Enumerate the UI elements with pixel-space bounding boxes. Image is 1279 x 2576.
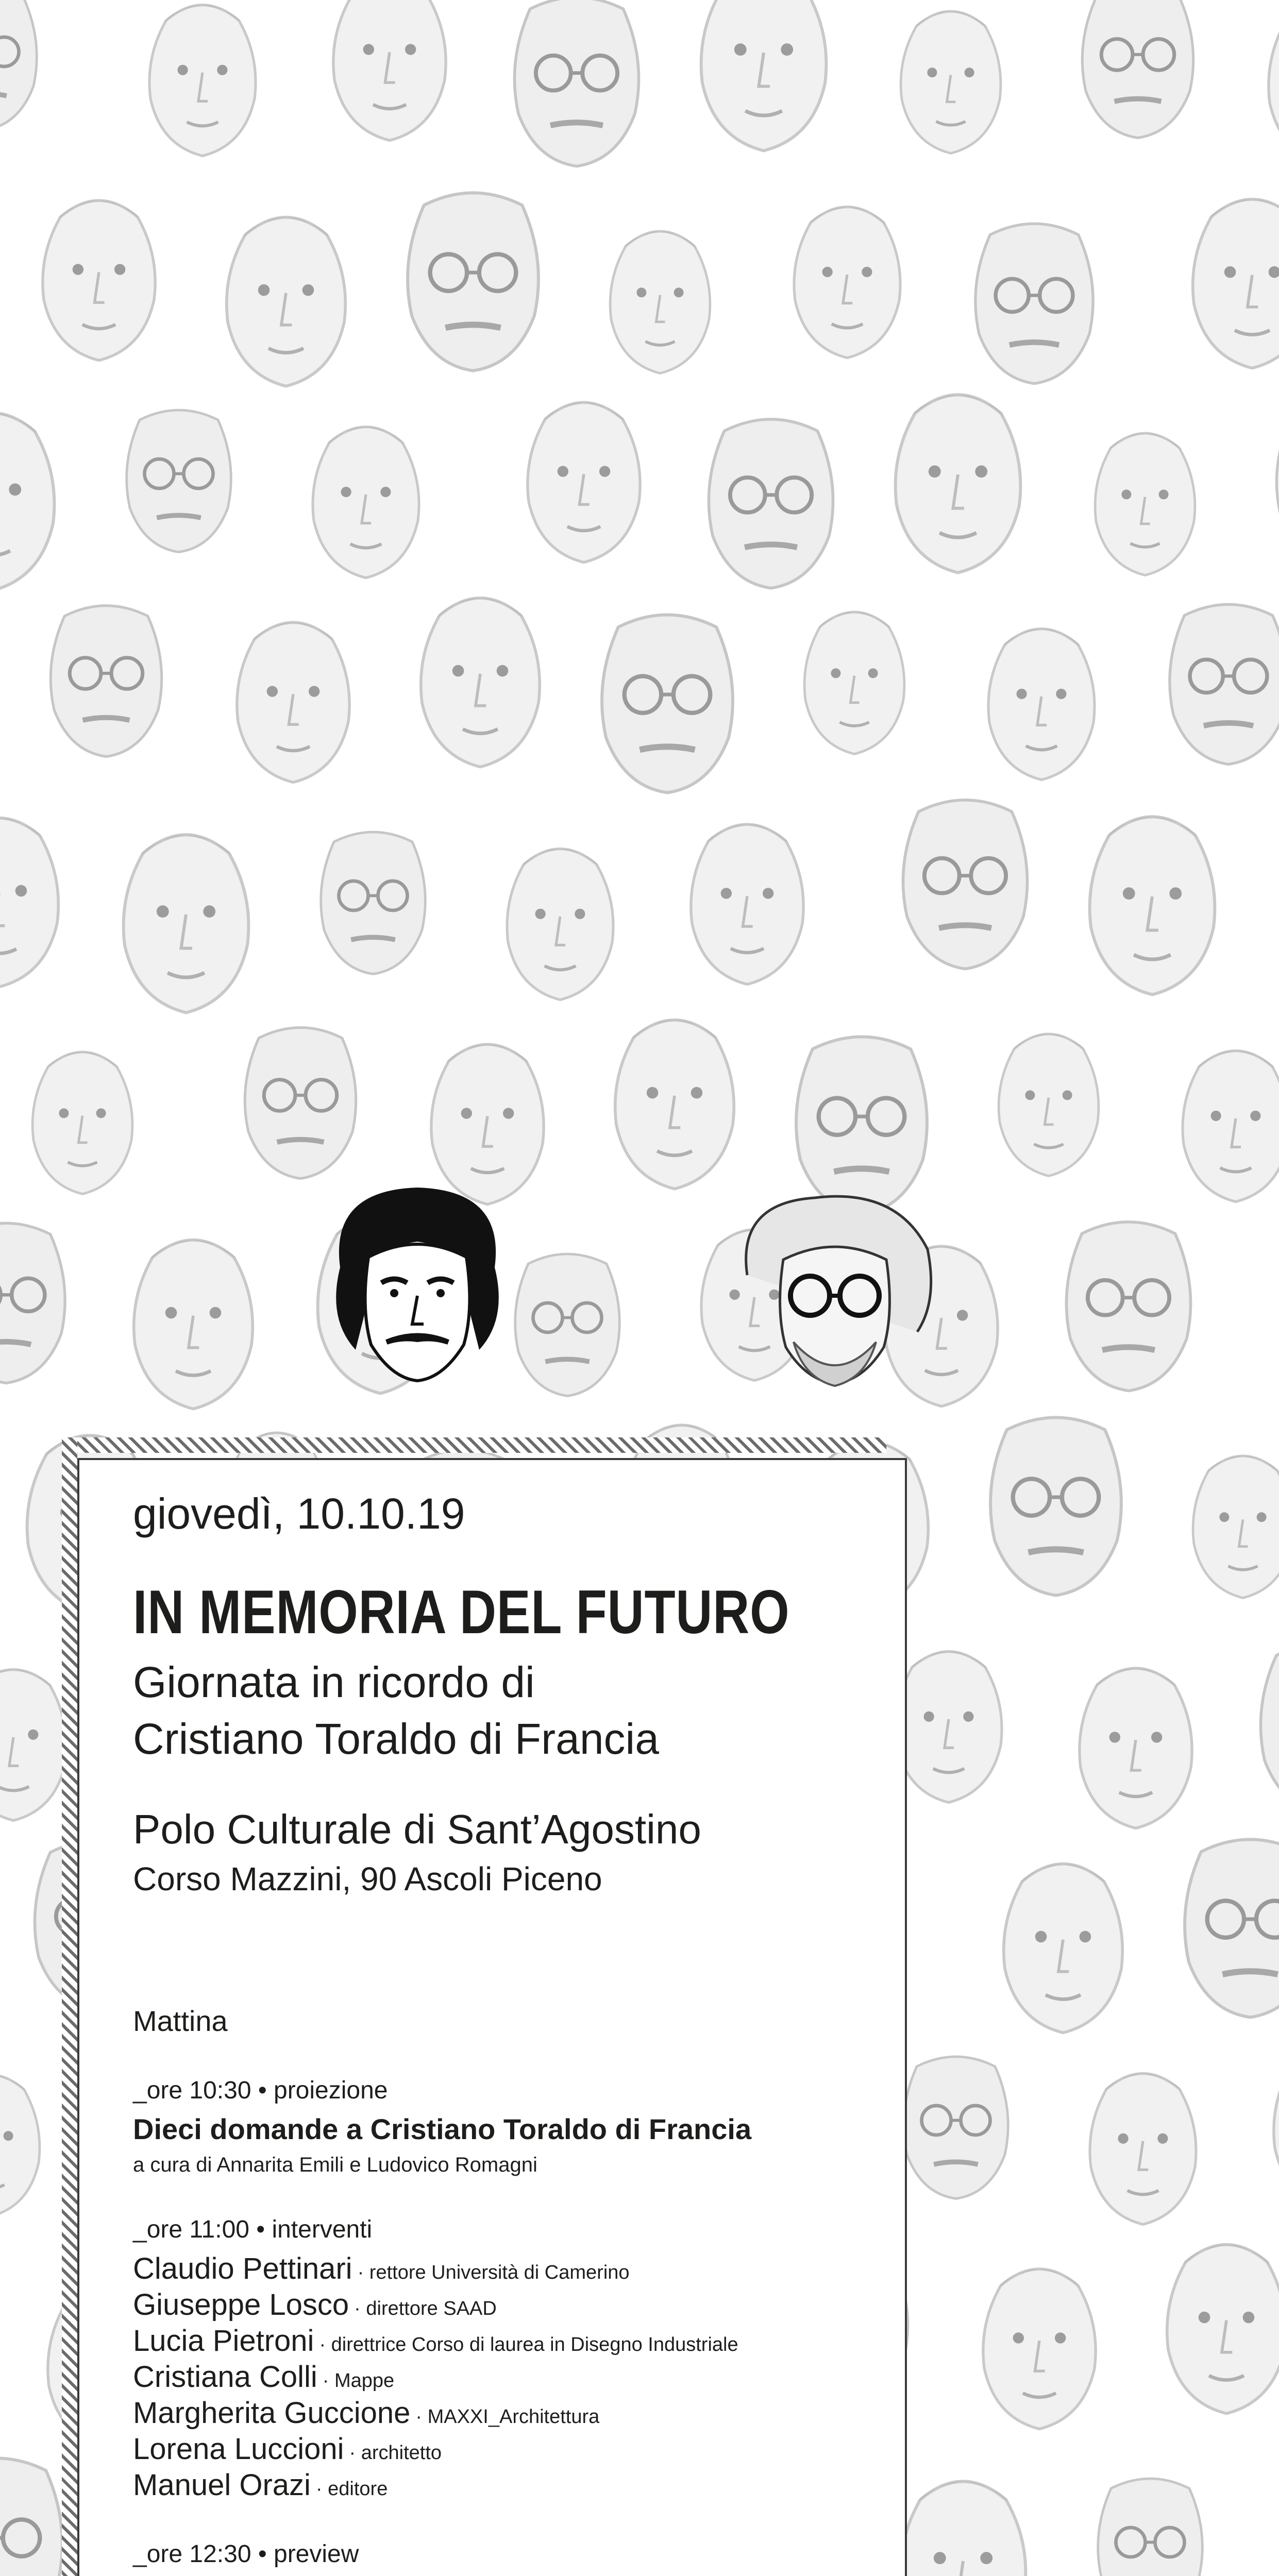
face-illustration xyxy=(796,1037,927,1214)
panel-hatch-left xyxy=(62,1437,77,2576)
face-illustration xyxy=(43,200,155,360)
face-illustration xyxy=(1260,1644,1279,1813)
face-illustration xyxy=(127,410,231,552)
slot-1100-time: _ore 11:00 • interventi xyxy=(133,2216,373,2243)
face-illustration xyxy=(1090,2074,1196,2225)
face-illustration xyxy=(975,224,1093,383)
face-illustration xyxy=(901,11,1001,154)
face-illustration xyxy=(507,849,613,1000)
speaker-role: · Mappe xyxy=(322,2370,395,2392)
venue-name: Polo Culturale di Sant’Agostino xyxy=(133,1806,701,1852)
face-illustration xyxy=(0,2075,40,2217)
face-illustration xyxy=(124,835,249,1012)
portrait-illustration-left xyxy=(319,1185,515,1391)
speaker-row xyxy=(133,2251,630,2286)
face-illustration xyxy=(51,606,161,757)
face-illustration xyxy=(1167,2245,1279,2414)
face-illustration xyxy=(1274,2049,1279,2209)
slot-1030-time: _ore 10:30 • proiezione xyxy=(133,2077,388,2104)
face-illustration xyxy=(901,2481,1026,2576)
face-illustration xyxy=(245,1028,356,1179)
face-illustration xyxy=(1095,433,1195,575)
speaker-role: · direttore SAAD xyxy=(354,2298,497,2319)
face-illustration xyxy=(709,419,833,588)
face-illustration xyxy=(1193,1456,1279,1598)
speaker-role: · editore xyxy=(315,2478,388,2500)
face-illustration xyxy=(134,1240,253,1409)
face-illustration xyxy=(514,0,638,166)
face-illustration xyxy=(32,1052,132,1194)
portrait-illustration-right xyxy=(721,1190,948,1391)
speaker-name: Manuel Orazi xyxy=(133,2468,311,2502)
face-illustration xyxy=(904,2057,1008,2199)
speaker-row xyxy=(133,2360,394,2394)
face-illustration xyxy=(313,427,419,578)
speaker-name: Giuseppe Losco xyxy=(133,2288,349,2321)
event-title: IN MEMORIA DEL FUTURO xyxy=(133,1578,790,1647)
face-illustration xyxy=(804,612,904,754)
face-illustration xyxy=(0,1223,65,1383)
panel-hatch-top xyxy=(62,1437,886,1453)
face-illustration xyxy=(515,1254,620,1396)
slot-1230-time: _ore 12:30 • preview xyxy=(133,2540,359,2568)
speaker-name: Cristiana Colli xyxy=(133,2360,317,2394)
face-illustration xyxy=(1185,1839,1279,2017)
face-illustration xyxy=(1193,199,1279,368)
face-illustration xyxy=(602,615,733,792)
speaker-role: · architetto xyxy=(349,2442,442,2464)
slot-1030-title: Dieci domande a Cristiano Toraldo di Francia xyxy=(133,2113,752,2145)
event-subtitle-line2: Cristiano Toraldo di Francia xyxy=(133,1715,659,1763)
morning-heading: Mattina xyxy=(133,2005,228,2037)
speaker-name: Margherita Guccione xyxy=(133,2396,411,2430)
face-illustration xyxy=(988,629,1095,780)
speaker-name: Lorena Luccioni xyxy=(133,2432,344,2466)
face-illustration xyxy=(333,0,446,141)
face-illustration xyxy=(1082,0,1193,138)
face-illustration xyxy=(0,0,37,130)
face-illustration xyxy=(431,1044,544,1204)
face-illustration xyxy=(1066,1222,1190,1391)
face-illustration xyxy=(408,193,538,370)
face-illustration xyxy=(983,2269,1096,2429)
face-illustration xyxy=(1170,604,1279,764)
face-illustration xyxy=(0,413,54,590)
face-illustration xyxy=(615,1020,734,1189)
face-illustration xyxy=(903,800,1027,969)
speaker-role: · direttrice Corso di laurea in Disegno Industriale xyxy=(319,2334,738,2355)
speaker-row xyxy=(133,2432,442,2466)
speaker-row xyxy=(133,2324,738,2358)
face-illustration xyxy=(610,231,710,374)
face-illustration xyxy=(227,217,346,386)
speaker-name: Claudio Pettinari xyxy=(133,2252,352,2285)
venue-address: Corso Mazzini, 90 Ascoli Piceno xyxy=(133,1860,602,1897)
face-illustration xyxy=(321,832,426,974)
face-illustration xyxy=(1004,1864,1123,2033)
face-illustration xyxy=(1183,1051,1279,1202)
face-illustration xyxy=(1269,4,1279,163)
face-illustration xyxy=(1276,409,1279,560)
event-date: giovedì, 10.10.19 xyxy=(133,1489,465,1538)
face-illustration xyxy=(1080,1668,1192,1828)
slot-1030-credit: a cura di Annarita Emili e Ludovico Romagni xyxy=(133,2154,537,2176)
speaker-name: Lucia Pietroni xyxy=(133,2324,314,2358)
face-illustration xyxy=(1090,817,1215,994)
face-illustration xyxy=(421,598,540,767)
speaker-row xyxy=(133,2396,599,2430)
face-illustration xyxy=(0,2458,62,2576)
face-illustration xyxy=(0,1670,66,1821)
face-illustration xyxy=(237,622,349,782)
face-illustration xyxy=(701,0,827,151)
speaker-row xyxy=(133,2287,497,2322)
face-illustration xyxy=(896,395,1021,572)
face-illustration xyxy=(794,207,900,358)
face-illustration xyxy=(896,1652,1002,1803)
face-illustration xyxy=(0,818,58,987)
face-illustration xyxy=(691,824,803,984)
face-illustration xyxy=(990,1417,1121,1595)
speaker-row xyxy=(133,2468,388,2502)
speaker-role: · rettore Università di Camerino xyxy=(357,2262,630,2283)
event-subtitle-line1: Giornata in ricordo di xyxy=(133,1658,535,1706)
face-illustration xyxy=(149,5,256,156)
face-illustration xyxy=(1098,2479,1203,2576)
face-illustration xyxy=(999,1034,1099,1176)
speaker-role: · MAXXI_Architettura xyxy=(415,2406,600,2428)
face-illustration xyxy=(528,402,640,562)
